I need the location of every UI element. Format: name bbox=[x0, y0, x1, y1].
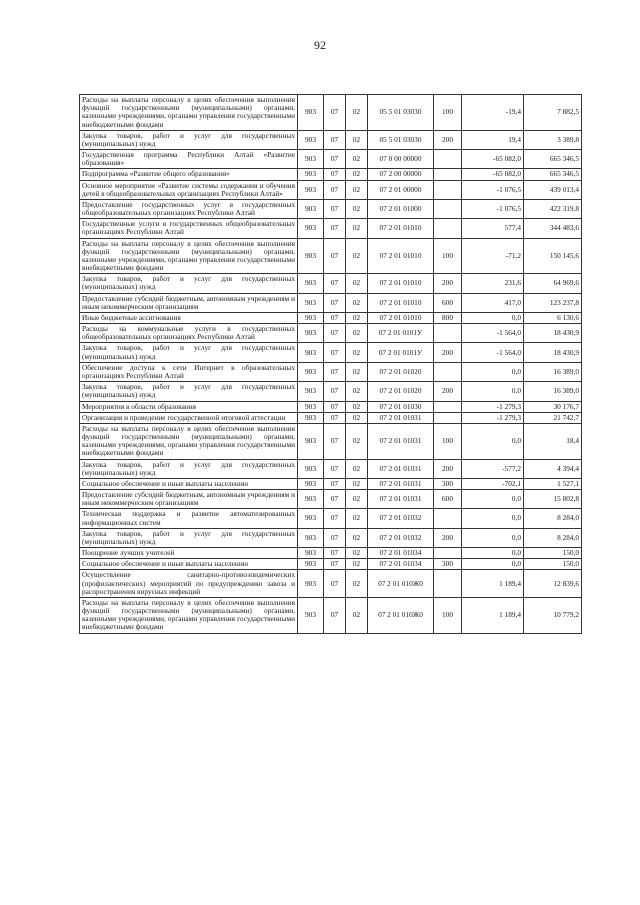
expense-name-cell: Закупка товаров, работ и услуг для государственных (муниципальных) нужд bbox=[80, 382, 298, 401]
target-article-cell: 07 2 01 0101У bbox=[368, 324, 434, 343]
table-row bbox=[80, 180, 582, 199]
expense-name-cell: Осуществление санитарно-противоэпидемических (профилактических) мероприятий по предупреждению завоза и распространения вирусных инфекций bbox=[80, 570, 298, 598]
section-code-cell: 07 bbox=[324, 478, 346, 489]
table-row bbox=[80, 401, 582, 412]
expense-type-cell bbox=[434, 219, 462, 238]
table-row bbox=[80, 559, 582, 570]
target-article-cell: 05 5 01 03030 bbox=[368, 130, 434, 149]
change-amount-cell: 0,0 bbox=[462, 423, 524, 459]
subsection-code-cell: 02 bbox=[346, 382, 368, 401]
total-amount-cell: 8 284,0 bbox=[524, 528, 582, 547]
change-amount-cell: 1 189,4 bbox=[462, 597, 524, 633]
section-code-cell: 07 bbox=[324, 180, 346, 199]
subsection-code-cell: 02 bbox=[346, 412, 368, 423]
expense-name-cell: Мероприятия в области образования bbox=[80, 401, 298, 412]
total-amount-cell: 64 969,6 bbox=[524, 274, 582, 293]
expense-name-cell: Расходы на коммунальные услуги в государственных общеобразовательных организациях Республики Алтай bbox=[80, 324, 298, 343]
expense-name-cell: Предоставление субсидий бюджетным, автономным учреждениям и иным некоммерческим организациям bbox=[80, 490, 298, 509]
total-amount-cell: 8 284,0 bbox=[524, 509, 582, 528]
section-code-cell: 07 bbox=[324, 274, 346, 293]
subsection-code-cell: 02 bbox=[346, 343, 368, 362]
expense-name-cell: Предоставление государственных услуг в государственных общеобразовательных организациях Республики Алтай bbox=[80, 199, 298, 218]
subsection-code-cell: 02 bbox=[346, 95, 368, 131]
grbs-code-cell: 903 bbox=[298, 130, 324, 149]
table-row bbox=[80, 312, 582, 323]
section-code-cell: 07 bbox=[324, 150, 346, 169]
table-row bbox=[80, 362, 582, 381]
grbs-code-cell: 903 bbox=[298, 401, 324, 412]
subsection-code-cell: 02 bbox=[346, 459, 368, 478]
grbs-code-cell: 903 bbox=[298, 597, 324, 633]
total-amount-cell: 16 389,0 bbox=[524, 362, 582, 381]
table-row bbox=[80, 219, 582, 238]
expense-type-cell: 100 bbox=[434, 423, 462, 459]
change-amount-cell: 0,0 bbox=[462, 312, 524, 323]
total-amount-cell: 6 130,6 bbox=[524, 312, 582, 323]
target-article-cell: 07 2 01 01032 bbox=[368, 528, 434, 547]
change-amount-cell: 19,4 bbox=[462, 130, 524, 149]
table-row bbox=[80, 412, 582, 423]
page-number: 92 bbox=[314, 38, 326, 52]
expense-name-cell: Государственные услуги в государственных общеобразовательных организациях Республики Алтай bbox=[80, 219, 298, 238]
expense-name-cell: Иные бюджетные ассигнования bbox=[80, 312, 298, 323]
section-code-cell: 07 bbox=[324, 312, 346, 323]
table-row bbox=[80, 478, 582, 489]
change-amount-cell: -1 279,3 bbox=[462, 401, 524, 412]
change-amount-cell: 0,0 bbox=[462, 490, 524, 509]
expense-type-cell bbox=[434, 180, 462, 199]
table-row bbox=[80, 274, 582, 293]
subsection-code-cell: 02 bbox=[346, 180, 368, 199]
subsection-code-cell: 02 bbox=[346, 559, 368, 570]
grbs-code-cell: 903 bbox=[298, 528, 324, 547]
expense-name-cell: Расходы на выплаты персоналу в целях обеспечения выполнения функций государственными (муниципальными) органами, казенными учреждениями, органами управления государственными внебюджетными фондами bbox=[80, 423, 298, 459]
table-row bbox=[80, 169, 582, 180]
target-article-cell: 07 2 01 01020 bbox=[368, 382, 434, 401]
subsection-code-cell: 02 bbox=[346, 401, 368, 412]
total-amount-cell: 3 389,8 bbox=[524, 130, 582, 149]
change-amount-cell: 0,0 bbox=[462, 382, 524, 401]
grbs-code-cell: 903 bbox=[298, 509, 324, 528]
change-amount-cell: -1 076,5 bbox=[462, 199, 524, 218]
expense-type-cell bbox=[434, 548, 462, 559]
change-amount-cell: -1 564,0 bbox=[462, 324, 524, 343]
section-code-cell: 07 bbox=[324, 412, 346, 423]
expense-type-cell: 800 bbox=[434, 312, 462, 323]
subsection-code-cell: 02 bbox=[346, 478, 368, 489]
target-article-cell: 07 2 01 01032 bbox=[368, 509, 434, 528]
target-article-cell: 07 2 01 01031 bbox=[368, 459, 434, 478]
total-amount-cell: 123 237,8 bbox=[524, 293, 582, 312]
table-row bbox=[80, 509, 582, 528]
section-code-cell: 07 bbox=[324, 509, 346, 528]
target-article-cell: 07 2 01 00000 bbox=[368, 180, 434, 199]
change-amount-cell: 0,0 bbox=[462, 362, 524, 381]
target-article-cell: 07 2 01 01031 bbox=[368, 478, 434, 489]
grbs-code-cell: 903 bbox=[298, 324, 324, 343]
table-row bbox=[80, 423, 582, 459]
change-amount-cell: -1 076,5 bbox=[462, 180, 524, 199]
section-code-cell: 07 bbox=[324, 401, 346, 412]
section-code-cell: 07 bbox=[324, 130, 346, 149]
table-row bbox=[80, 343, 582, 362]
subsection-code-cell: 02 bbox=[346, 274, 368, 293]
table-row bbox=[80, 324, 582, 343]
expense-type-cell bbox=[434, 169, 462, 180]
grbs-code-cell: 903 bbox=[298, 199, 324, 218]
change-amount-cell: -19,4 bbox=[462, 95, 524, 131]
target-article-cell: 07 2 01 01020 bbox=[368, 362, 434, 381]
change-amount-cell: -65 082,0 bbox=[462, 169, 524, 180]
grbs-code-cell: 903 bbox=[298, 548, 324, 559]
expense-name-cell: Закупка товаров, работ и услуг для государственных (муниципальных) нужд bbox=[80, 528, 298, 547]
expense-type-cell: 100 bbox=[434, 597, 462, 633]
expense-type-cell: 100 bbox=[434, 238, 462, 274]
grbs-code-cell: 903 bbox=[298, 459, 324, 478]
table-row bbox=[80, 548, 582, 559]
subsection-code-cell: 02 bbox=[346, 312, 368, 323]
subsection-code-cell: 02 bbox=[346, 324, 368, 343]
subsection-code-cell: 02 bbox=[346, 528, 368, 547]
subsection-code-cell: 02 bbox=[346, 548, 368, 559]
subsection-code-cell: 02 bbox=[346, 150, 368, 169]
table-row bbox=[80, 490, 582, 509]
subsection-code-cell: 02 bbox=[346, 219, 368, 238]
change-amount-cell: -71,2 bbox=[462, 238, 524, 274]
expense-type-cell bbox=[434, 412, 462, 423]
expense-type-cell bbox=[434, 509, 462, 528]
expense-name-cell: Организация и проведение государственной итоговой аттестации bbox=[80, 412, 298, 423]
section-code-cell: 07 bbox=[324, 238, 346, 274]
target-article-cell: 05 5 01 03030 bbox=[368, 95, 434, 131]
change-amount-cell: -1 279,3 bbox=[462, 412, 524, 423]
change-amount-cell: -1 564,0 bbox=[462, 343, 524, 362]
subsection-code-cell: 02 bbox=[346, 199, 368, 218]
grbs-code-cell: 903 bbox=[298, 274, 324, 293]
expense-type-cell bbox=[434, 324, 462, 343]
total-amount-cell: 18 430,9 bbox=[524, 324, 582, 343]
grbs-code-cell: 903 bbox=[298, 559, 324, 570]
target-article-cell: 07 2 01 01010 bbox=[368, 219, 434, 238]
target-article-cell: 07 2 01 01031 bbox=[368, 412, 434, 423]
target-article-cell: 07 2 01 01010 bbox=[368, 274, 434, 293]
section-code-cell: 07 bbox=[324, 597, 346, 633]
change-amount-cell: 0,0 bbox=[462, 559, 524, 570]
expense-type-cell: 600 bbox=[434, 293, 462, 312]
expense-type-cell: 100 bbox=[434, 95, 462, 131]
expense-name-cell: Подпрограмма «Развитие общего образования» bbox=[80, 169, 298, 180]
section-code-cell: 07 bbox=[324, 169, 346, 180]
grbs-code-cell: 903 bbox=[298, 343, 324, 362]
grbs-code-cell: 903 bbox=[298, 180, 324, 199]
table-row bbox=[80, 130, 582, 149]
expense-type-cell: 300 bbox=[434, 559, 462, 570]
expense-type-cell bbox=[434, 150, 462, 169]
total-amount-cell: 665 346,5 bbox=[524, 169, 582, 180]
expense-name-cell: Расходы на выплаты персоналу в целях обеспечения выполнения функций государственными (муниципальными) органами, казенными учреждениями, органами управления государственными внебюджетными фондами bbox=[80, 238, 298, 274]
expense-type-cell: 200 bbox=[434, 459, 462, 478]
grbs-code-cell: 903 bbox=[298, 219, 324, 238]
grbs-code-cell: 903 bbox=[298, 150, 324, 169]
total-amount-cell: 15 802,8 bbox=[524, 490, 582, 509]
total-amount-cell: 18 430,9 bbox=[524, 343, 582, 362]
target-article-cell: 07 2 01 01010 bbox=[368, 312, 434, 323]
section-code-cell: 07 bbox=[324, 528, 346, 547]
section-code-cell: 07 bbox=[324, 382, 346, 401]
expense-type-cell bbox=[434, 570, 462, 598]
expense-name-cell: Обеспечение доступа к сети Интернет в образовательных организациях Республики Алтай bbox=[80, 362, 298, 381]
total-amount-cell: 4 394,4 bbox=[524, 459, 582, 478]
total-amount-cell: 150 145,6 bbox=[524, 238, 582, 274]
expense-name-cell: Предоставление субсидий бюджетным, автономным учреждениям и иным некоммерческим организациям bbox=[80, 293, 298, 312]
table-row bbox=[80, 459, 582, 478]
section-code-cell: 07 bbox=[324, 559, 346, 570]
subsection-code-cell: 02 bbox=[346, 293, 368, 312]
expense-type-cell: 200 bbox=[434, 528, 462, 547]
change-amount-cell: 0,0 bbox=[462, 509, 524, 528]
subsection-code-cell: 02 bbox=[346, 490, 368, 509]
table-row bbox=[80, 570, 582, 598]
expense-name-cell: Социальное обеспечение и иные выплаты населению bbox=[80, 559, 298, 570]
expense-type-cell bbox=[434, 199, 462, 218]
section-code-cell: 07 bbox=[324, 199, 346, 218]
section-code-cell: 07 bbox=[324, 95, 346, 131]
total-amount-cell: 150,0 bbox=[524, 559, 582, 570]
total-amount-cell: 1 527,1 bbox=[524, 478, 582, 489]
expense-name-cell: Социальное обеспечение и иные выплаты населению bbox=[80, 478, 298, 489]
expense-name-cell: Расходы на выплаты персоналу в целях обеспечения выполнения функций государственными (муниципальными) органами, казенными учреждениями, органами управления государственными внебюджетными фондами bbox=[80, 95, 298, 131]
expense-type-cell bbox=[434, 401, 462, 412]
total-amount-cell: 150,0 bbox=[524, 548, 582, 559]
expense-name-cell: Закупка товаров, работ и услуг для государственных (муниципальных) нужд bbox=[80, 274, 298, 293]
target-article-cell: 07 2 01 010Ж0 bbox=[368, 570, 434, 598]
expense-type-cell: 200 bbox=[434, 343, 462, 362]
total-amount-cell: 18,4 bbox=[524, 423, 582, 459]
grbs-code-cell: 903 bbox=[298, 169, 324, 180]
grbs-code-cell: 903 bbox=[298, 362, 324, 381]
expense-type-cell: 200 bbox=[434, 382, 462, 401]
section-code-cell: 07 bbox=[324, 324, 346, 343]
expense-name-cell: Государственная программа Республики Алтай «Развитие образования» bbox=[80, 150, 298, 169]
total-amount-cell: 665 346,5 bbox=[524, 150, 582, 169]
expense-name-cell: Расходы на выплаты персоналу в целях обеспечения выполнения функций государственными (муниципальными) органами, казенными учреждениями, органами управления государственными внебюджетными фондами bbox=[80, 597, 298, 633]
target-article-cell: 07 2 01 01010 bbox=[368, 238, 434, 274]
grbs-code-cell: 903 bbox=[298, 412, 324, 423]
expense-name-cell: Основное мероприятие «Развитие системы содержания и обучения детей в общеобразовательных организациях Республики Алтай» bbox=[80, 180, 298, 199]
total-amount-cell: 344 483,6 bbox=[524, 219, 582, 238]
expense-name-cell: Закупка товаров, работ и услуг для государственных (муниципальных) нужд bbox=[80, 459, 298, 478]
expense-name-cell: Поощрение лучших учителей bbox=[80, 548, 298, 559]
section-code-cell: 07 bbox=[324, 570, 346, 598]
grbs-code-cell: 903 bbox=[298, 570, 324, 598]
expense-type-cell: 200 bbox=[434, 130, 462, 149]
grbs-code-cell: 903 bbox=[298, 382, 324, 401]
table-row bbox=[80, 528, 582, 547]
total-amount-cell: 30 176,7 bbox=[524, 401, 582, 412]
target-article-cell: 07 2 00 00000 bbox=[368, 169, 434, 180]
subsection-code-cell: 02 bbox=[346, 597, 368, 633]
expense-type-cell bbox=[434, 362, 462, 381]
change-amount-cell: -65 082,0 bbox=[462, 150, 524, 169]
section-code-cell: 07 bbox=[324, 490, 346, 509]
target-article-cell: 07 2 01 01034 bbox=[368, 559, 434, 570]
grbs-code-cell: 903 bbox=[298, 423, 324, 459]
total-amount-cell: 422 319,8 bbox=[524, 199, 582, 218]
expense-name-cell: Закупка товаров, работ и услуг для государственных (муниципальных) нужд bbox=[80, 343, 298, 362]
table-row bbox=[80, 293, 582, 312]
target-article-cell: 07 2 01 01000 bbox=[368, 199, 434, 218]
target-article-cell: 07 2 01 01031 bbox=[368, 423, 434, 459]
subsection-code-cell: 02 bbox=[346, 238, 368, 274]
change-amount-cell: 231,6 bbox=[462, 274, 524, 293]
section-code-cell: 07 bbox=[324, 548, 346, 559]
change-amount-cell: -702,1 bbox=[462, 478, 524, 489]
section-code-cell: 07 bbox=[324, 219, 346, 238]
change-amount-cell: 577,4 bbox=[462, 219, 524, 238]
expense-name-cell: Закупка товаров, работ и услуг для государственных (муниципальных) нужд bbox=[80, 130, 298, 149]
expense-type-cell: 600 bbox=[434, 490, 462, 509]
expense-type-cell: 300 bbox=[434, 478, 462, 489]
change-amount-cell: 1 189,4 bbox=[462, 570, 524, 598]
table-row bbox=[80, 95, 582, 131]
subsection-code-cell: 02 bbox=[346, 130, 368, 149]
target-article-cell: 07 2 01 01010 bbox=[368, 293, 434, 312]
change-amount-cell: 0,0 bbox=[462, 528, 524, 547]
section-code-cell: 07 bbox=[324, 362, 346, 381]
section-code-cell: 07 bbox=[324, 459, 346, 478]
table-row bbox=[80, 597, 582, 633]
grbs-code-cell: 903 bbox=[298, 478, 324, 489]
total-amount-cell: 21 742,7 bbox=[524, 412, 582, 423]
target-article-cell: 07 2 01 01031 bbox=[368, 490, 434, 509]
table-row bbox=[80, 382, 582, 401]
grbs-code-cell: 903 bbox=[298, 490, 324, 509]
total-amount-cell: 16 389,0 bbox=[524, 382, 582, 401]
subsection-code-cell: 02 bbox=[346, 362, 368, 381]
section-code-cell: 07 bbox=[324, 343, 346, 362]
grbs-code-cell: 903 bbox=[298, 95, 324, 131]
grbs-code-cell: 903 bbox=[298, 238, 324, 274]
total-amount-cell: 439 013,4 bbox=[524, 180, 582, 199]
total-amount-cell: 10 779,2 bbox=[524, 597, 582, 633]
budget-table bbox=[79, 94, 582, 634]
section-code-cell: 07 bbox=[324, 423, 346, 459]
grbs-code-cell: 903 bbox=[298, 293, 324, 312]
target-article-cell: 07 2 01 01030 bbox=[368, 401, 434, 412]
table-row bbox=[80, 238, 582, 274]
target-article-cell: 07 2 01 010Ж0 bbox=[368, 597, 434, 633]
change-amount-cell: 0,0 bbox=[462, 548, 524, 559]
subsection-code-cell: 02 bbox=[346, 423, 368, 459]
expense-type-cell: 200 bbox=[434, 274, 462, 293]
total-amount-cell: 7 882,5 bbox=[524, 95, 582, 131]
target-article-cell: 07 2 01 01034 bbox=[368, 548, 434, 559]
section-code-cell: 07 bbox=[324, 293, 346, 312]
table-row bbox=[80, 150, 582, 169]
change-amount-cell: 417,0 bbox=[462, 293, 524, 312]
grbs-code-cell: 903 bbox=[298, 312, 324, 323]
target-article-cell: 07 2 01 0101У bbox=[368, 343, 434, 362]
total-amount-cell: 12 839,6 bbox=[524, 570, 582, 598]
subsection-code-cell: 02 bbox=[346, 509, 368, 528]
subsection-code-cell: 02 bbox=[346, 169, 368, 180]
table-row bbox=[80, 199, 582, 218]
expense-name-cell: Техническая поддержка и развитие автоматизированных информационных систем bbox=[80, 509, 298, 528]
change-amount-cell: -577,2 bbox=[462, 459, 524, 478]
target-article-cell: 07 0 00 00000 bbox=[368, 150, 434, 169]
subsection-code-cell: 02 bbox=[346, 570, 368, 598]
